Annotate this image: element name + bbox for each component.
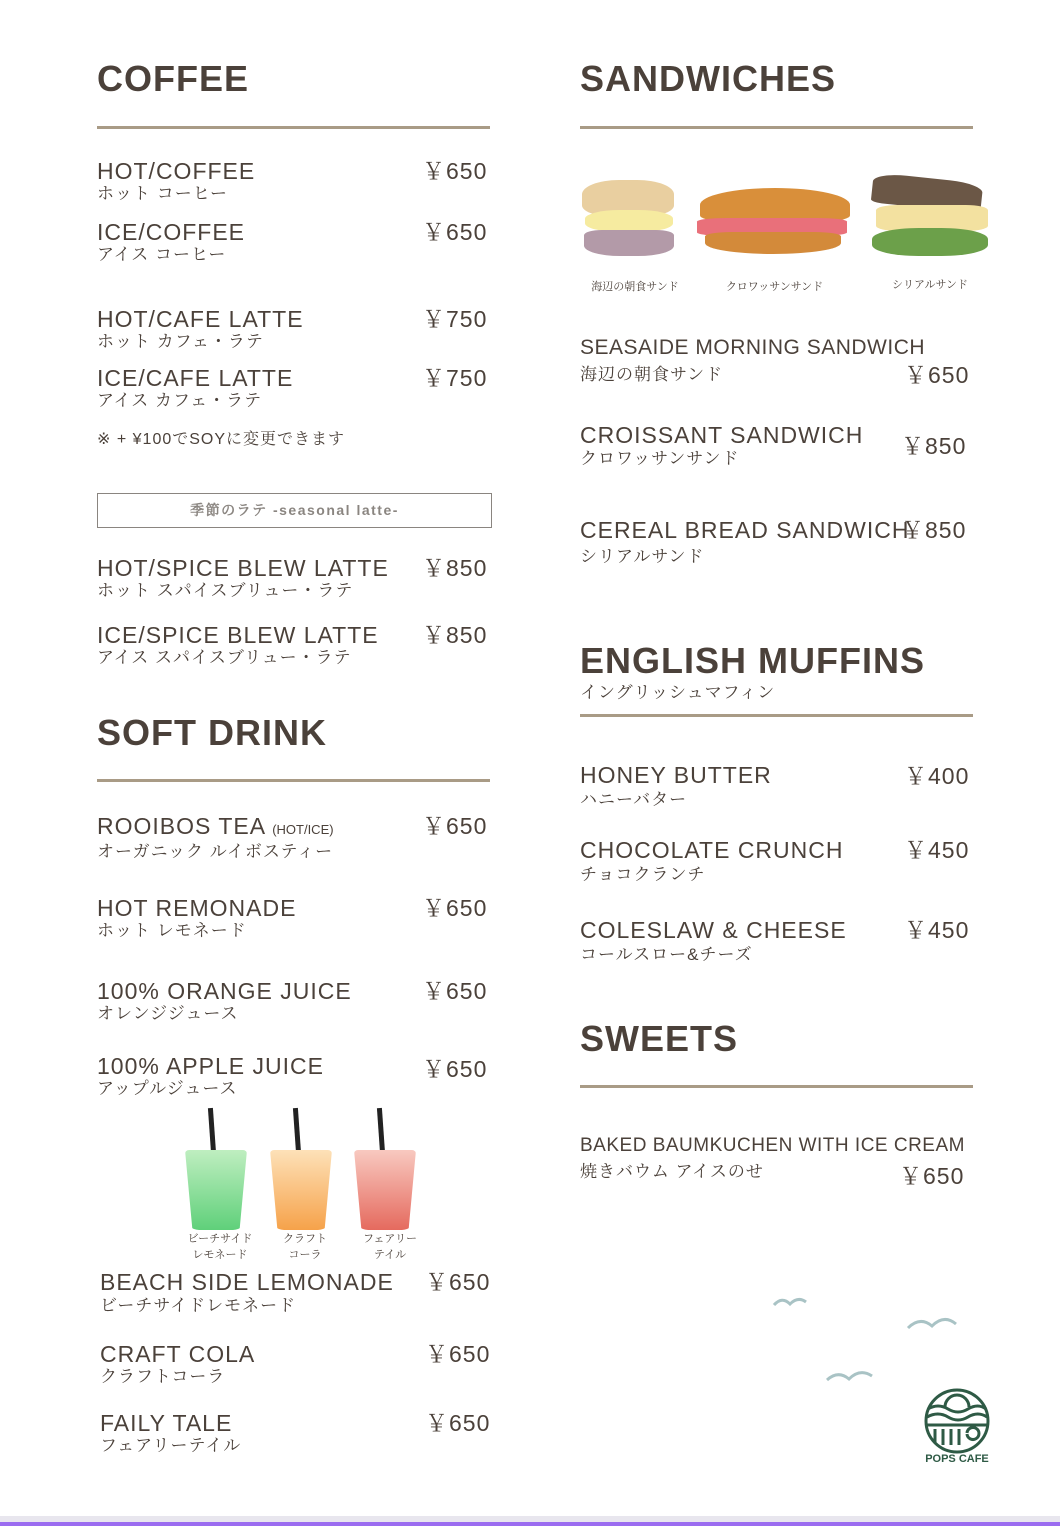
- item-jp: ホット スパイスブリュー・ラテ: [97, 581, 354, 600]
- item-jp: アップルジュース: [97, 1079, 238, 1098]
- item-jp: クラフトコーラ: [100, 1367, 226, 1386]
- divider: [580, 1085, 973, 1088]
- item-price: ￥650: [422, 219, 488, 245]
- item-jp: シリアルサンド: [580, 547, 705, 566]
- page-bottom-line: [0, 1522, 1060, 1526]
- sweets-heading: SWEETS: [580, 1018, 739, 1059]
- item-name: BEACH SIDE LEMONADE: [100, 1269, 394, 1295]
- item-price: ￥650: [422, 813, 488, 839]
- item-price: ￥650: [422, 1056, 488, 1082]
- croissant: [700, 188, 850, 222]
- item-name: BAKED BAUMKUCHEN WITH ICE CREAM: [580, 1135, 965, 1156]
- seasonal-latte-label: 季節のラテ -seasonal latte-: [97, 493, 492, 528]
- item-name: HOT REMONADE: [97, 895, 297, 921]
- item-jp: ホット コーヒー: [97, 184, 229, 203]
- item-name: CEREAL BREAD SANDWICH: [580, 517, 910, 543]
- item-price: ￥650: [899, 1163, 965, 1189]
- item-jp: ビーチサイドレモネード: [100, 1296, 297, 1315]
- cup: [354, 1150, 416, 1230]
- divider: [580, 126, 973, 129]
- photo-caption: シリアルサンド: [891, 279, 968, 291]
- soy-note: ※ + ¥100でSOYに変更できます: [97, 431, 346, 448]
- item-jp: アイス コーヒー: [97, 245, 227, 264]
- item-price: ￥650: [422, 158, 488, 184]
- seagull-icons: [760, 1290, 1010, 1390]
- photo-caption: [350, 1231, 430, 1263]
- item-price: ￥450: [904, 917, 970, 943]
- photo-caption: [265, 1231, 345, 1263]
- coffee-heading: COFFEE: [97, 58, 250, 99]
- item-price: ￥650: [904, 362, 970, 388]
- filling: [584, 230, 674, 256]
- item-name: ICE/SPICE BLEW LATTE: [97, 622, 379, 648]
- item-price: ￥750: [422, 365, 488, 391]
- item-name: 100% APPLE JUICE: [97, 1053, 324, 1079]
- item-name: SEASAIDE MORNING SANDWICH: [580, 336, 926, 359]
- caption-line: レモネード: [192, 1249, 248, 1261]
- item-name: 100% ORANGE JUICE: [97, 978, 352, 1004]
- item-price: ￥850: [901, 517, 967, 543]
- item-price: ￥850: [901, 433, 967, 459]
- item-price: ￥850: [422, 555, 488, 581]
- item-name: HOT/COFFEE: [97, 158, 256, 184]
- cup: [270, 1150, 332, 1230]
- item-name-text: ROOIBOS TEA: [97, 813, 265, 839]
- item-name: COLESLAW & CHEESE: [580, 917, 847, 943]
- item-price: ￥850: [422, 622, 488, 648]
- caption-line: ビーチサイド: [187, 1233, 253, 1245]
- item-jp: フェアリーテイル: [100, 1436, 242, 1455]
- caption-line: クラフト: [283, 1233, 327, 1245]
- muffins-heading: ENGLISH MUFFINS: [580, 640, 925, 681]
- item-name: CROISSANT SANDWICH: [580, 422, 864, 448]
- caption-line: テイル: [373, 1249, 407, 1261]
- muffins-subheading: イングリッシュマフィン: [580, 683, 776, 702]
- cup: [185, 1150, 247, 1230]
- item-name: CHOCOLATE CRUNCH: [580, 837, 844, 863]
- item-price: ￥750: [422, 306, 488, 332]
- photo-caption: クロワッサンサンド: [725, 281, 824, 293]
- item-jp: 焼きバウム アイスのせ: [580, 1162, 764, 1181]
- item-jp: オーガニック ルイボスティー: [97, 842, 334, 861]
- item-jp: コールスロー&チーズ: [580, 945, 753, 964]
- item-price: ￥650: [422, 895, 488, 921]
- divider: [97, 779, 490, 782]
- soft-drink-heading: SOFT DRINK: [97, 712, 327, 753]
- caption-line: フェアリー: [362, 1233, 417, 1245]
- item-jp: ハニーバター: [580, 790, 688, 809]
- item-price: ￥650: [425, 1341, 491, 1367]
- item-price: ￥400: [904, 763, 970, 789]
- item-price: ￥650: [425, 1410, 491, 1436]
- item-jp: チョコクランチ: [580, 865, 706, 884]
- item-name: CRAFT COLA: [100, 1341, 256, 1367]
- divider: [580, 714, 973, 717]
- caption-line: コーラ: [288, 1249, 322, 1261]
- egg: [585, 210, 673, 232]
- seagull-icon: [827, 1373, 872, 1380]
- sandwiches-heading: SANDWICHES: [580, 58, 837, 99]
- logo-emblem-icon: [923, 1387, 991, 1455]
- seagull-icon: [774, 1299, 806, 1305]
- item-name: ICE/COFFEE: [97, 219, 246, 245]
- item-price: ￥650: [422, 978, 488, 1004]
- photo-caption: [180, 1231, 260, 1263]
- item-jp: アイス カフェ・ラテ: [97, 391, 263, 410]
- photo-caption: 海辺の朝食サンド: [591, 281, 679, 293]
- item-name: ICE/CAFE LATTE: [97, 365, 294, 391]
- item-name: [97, 812, 334, 844]
- divider: [97, 126, 490, 129]
- croissant-bottom: [705, 232, 841, 254]
- lettuce: [872, 228, 988, 256]
- item-name: HONEY BUTTER: [580, 762, 772, 788]
- item-name: HOT/CAFE LATTE: [97, 306, 304, 332]
- hot-ice-tag: (HOT/ICE): [272, 822, 334, 837]
- item-price: ￥450: [904, 837, 970, 863]
- item-name: FAILY TALE: [100, 1410, 233, 1436]
- item-jp: オレンジジュース: [97, 1004, 239, 1023]
- item-price: ￥650: [425, 1269, 491, 1295]
- item-jp: クロワッサンサンド: [580, 449, 740, 468]
- logo-text: POPS CAFE: [925, 1453, 989, 1465]
- item-name: HOT/SPICE BLEW LATTE: [97, 555, 389, 581]
- item-jp: 海辺の朝食サンド: [580, 365, 724, 384]
- item-jp: ホット レモネード: [97, 921, 247, 940]
- item-jp: アイス スパイスブリュー・ラテ: [97, 648, 352, 667]
- seagull-icon: [908, 1319, 956, 1328]
- item-jp: ホット カフェ・ラテ: [97, 332, 264, 351]
